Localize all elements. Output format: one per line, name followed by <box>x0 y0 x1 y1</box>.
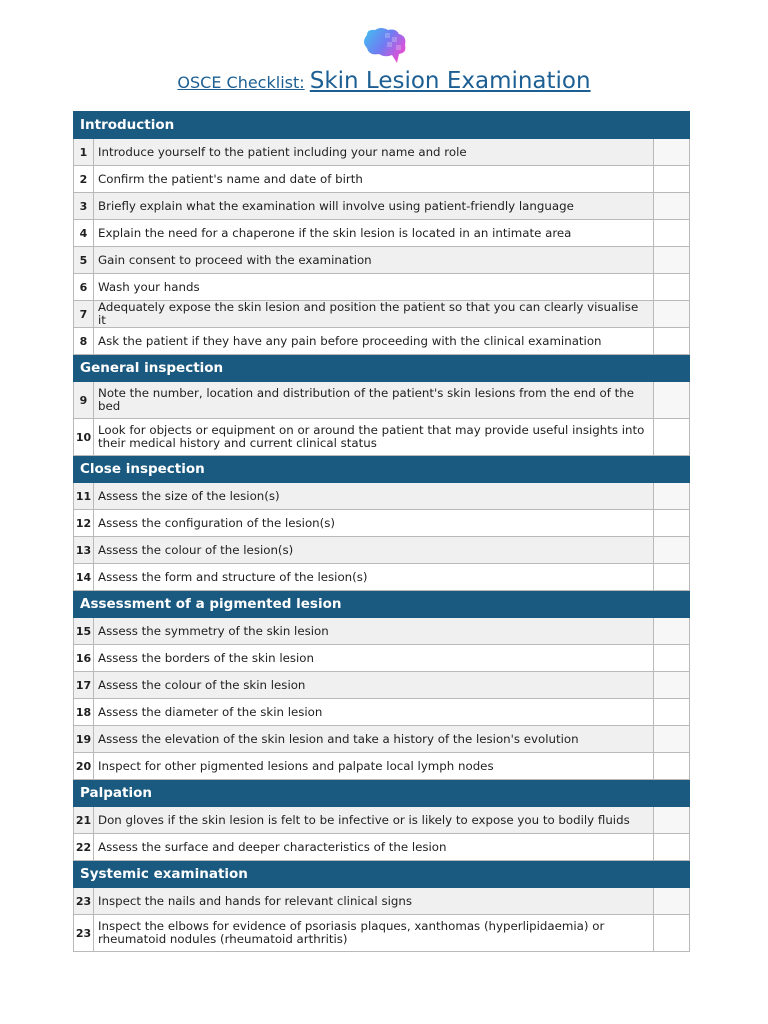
item-number: 3 <box>74 193 94 220</box>
item-number: 10 <box>74 419 94 456</box>
checklist-row <box>74 564 690 591</box>
section-title: Close inspection <box>74 456 690 483</box>
checkbox-cell[interactable] <box>653 834 689 861</box>
item-text: Briefly explain what the examination will involve using patient-friendly language <box>94 193 654 220</box>
item-text: Assess the colour of the skin lesion <box>94 672 654 699</box>
item-text: Assess the diameter of the skin lesion <box>94 699 654 726</box>
checklist-row <box>74 301 690 328</box>
checkbox-cell[interactable] <box>653 419 689 456</box>
item-text: Don gloves if the skin lesion is felt to be infective or is likely to expose you to bodily fluids <box>94 807 654 834</box>
item-text: Adequately expose the skin lesion and position the patient so that you can clearly visualise it <box>94 301 654 328</box>
checkbox-cell[interactable] <box>653 483 689 510</box>
section-title: Introduction <box>74 112 690 139</box>
item-number: 2 <box>74 166 94 193</box>
title-prefix: OSCE Checklist: <box>177 73 305 92</box>
checkbox-cell[interactable] <box>653 139 689 166</box>
item-number: 20 <box>74 753 94 780</box>
section-header <box>74 355 690 382</box>
item-number: 16 <box>74 645 94 672</box>
checklist-row <box>74 834 690 861</box>
item-text: Confirm the patient's name and date of birth <box>94 166 654 193</box>
checkbox-cell[interactable] <box>653 888 689 915</box>
checklist-row <box>74 726 690 753</box>
item-text: Ask the patient if they have any pain before proceeding with the clinical examination <box>94 328 654 355</box>
checkbox-cell[interactable] <box>653 328 689 355</box>
checkbox-cell[interactable] <box>653 699 689 726</box>
checklist-row <box>74 753 690 780</box>
checklist-row <box>74 166 690 193</box>
item-number: 23 <box>74 915 94 952</box>
item-number: 23 <box>74 888 94 915</box>
checklist-row <box>74 274 690 301</box>
checklist-row <box>74 699 690 726</box>
item-number: 13 <box>74 537 94 564</box>
item-text: Assess the elevation of the skin lesion and take a history of the lesion's evolution <box>94 726 654 753</box>
item-text: Wash your hands <box>94 274 654 301</box>
checklist-row <box>74 645 690 672</box>
checklist-table <box>73 111 690 952</box>
checklist-row <box>74 139 690 166</box>
item-text: Inspect the elbows for evidence of psoriasis plaques, xanthomas (hyperlipidaemia) or rheumatoid nodules (rheumatoid arthritis) <box>94 915 654 952</box>
checklist-row <box>74 382 690 419</box>
item-text: Assess the form and structure of the lesion(s) <box>94 564 654 591</box>
section-title: General inspection <box>74 355 690 382</box>
section-title: Assessment of a pigmented lesion <box>74 591 690 618</box>
item-text: Inspect for other pigmented lesions and palpate local lymph nodes <box>94 753 654 780</box>
checkbox-cell[interactable] <box>653 807 689 834</box>
checklist-row <box>74 419 690 456</box>
item-text: Gain consent to proceed with the examination <box>94 247 654 274</box>
section-header <box>74 780 690 807</box>
item-number: 19 <box>74 726 94 753</box>
item-number: 22 <box>74 834 94 861</box>
item-text: Inspect the nails and hands for relevant clinical signs <box>94 888 654 915</box>
item-number: 15 <box>74 618 94 645</box>
item-number: 9 <box>74 382 94 419</box>
item-number: 17 <box>74 672 94 699</box>
item-text: Assess the symmetry of the skin lesion <box>94 618 654 645</box>
checklist-row <box>74 193 690 220</box>
checkbox-cell[interactable] <box>653 166 689 193</box>
checkbox-cell[interactable] <box>653 537 689 564</box>
item-text: Introduce yourself to the patient including your name and role <box>94 139 654 166</box>
checklist-row <box>74 328 690 355</box>
checkbox-cell[interactable] <box>653 193 689 220</box>
item-number: 18 <box>74 699 94 726</box>
checkbox-cell[interactable] <box>653 726 689 753</box>
checklist-row <box>74 247 690 274</box>
checklist-row <box>74 537 690 564</box>
item-text: Assess the borders of the skin lesion <box>94 645 654 672</box>
title-main: Skin Lesion Examination <box>309 68 591 94</box>
checkbox-cell[interactable] <box>653 753 689 780</box>
section-header <box>74 861 690 888</box>
item-text: Explain the need for a chaperone if the skin lesion is located in an intimate area <box>94 220 654 247</box>
checkbox-cell[interactable] <box>653 672 689 699</box>
checkbox-cell[interactable] <box>653 274 689 301</box>
checklist-row <box>74 510 690 537</box>
item-number: 5 <box>74 247 94 274</box>
checklist-row <box>74 618 690 645</box>
section-title: Systemic examination <box>74 861 690 888</box>
item-number: 21 <box>74 807 94 834</box>
item-number: 6 <box>74 274 94 301</box>
checklist-row <box>74 483 690 510</box>
checkbox-cell[interactable] <box>653 564 689 591</box>
page-title <box>0 68 768 94</box>
checkbox-cell[interactable] <box>653 382 689 419</box>
section-title: Palpation <box>74 780 690 807</box>
section-header <box>74 456 690 483</box>
checklist-row <box>74 807 690 834</box>
checkbox-cell[interactable] <box>653 247 689 274</box>
checklist-row <box>74 915 690 952</box>
item-number: 8 <box>74 328 94 355</box>
item-text: Assess the surface and deeper characteristics of the lesion <box>94 834 654 861</box>
brain-logo-icon <box>361 27 409 65</box>
checkbox-cell[interactable] <box>653 618 689 645</box>
item-number: 4 <box>74 220 94 247</box>
checkbox-cell[interactable] <box>653 915 689 952</box>
checklist-row <box>74 888 690 915</box>
item-text: Look for objects or equipment on or around the patient that may provide useful insights into their medical history and current clinical status <box>94 419 654 456</box>
item-text: Assess the configuration of the lesion(s) <box>94 510 654 537</box>
item-text: Note the number, location and distribution of the patient's skin lesions from the end of the bed <box>94 382 654 419</box>
item-number: 7 <box>74 301 94 328</box>
section-header <box>74 591 690 618</box>
checklist-row <box>74 672 690 699</box>
checkbox-cell[interactable] <box>653 220 689 247</box>
item-number: 11 <box>74 483 94 510</box>
checkbox-cell[interactable] <box>653 510 689 537</box>
item-text: Assess the size of the lesion(s) <box>94 483 654 510</box>
item-number: 1 <box>74 139 94 166</box>
checklist-row <box>74 220 690 247</box>
checkbox-cell[interactable] <box>653 301 689 328</box>
item-number: 12 <box>74 510 94 537</box>
section-header <box>74 112 690 139</box>
item-text: Assess the colour of the lesion(s) <box>94 537 654 564</box>
item-number: 14 <box>74 564 94 591</box>
checkbox-cell[interactable] <box>653 645 689 672</box>
